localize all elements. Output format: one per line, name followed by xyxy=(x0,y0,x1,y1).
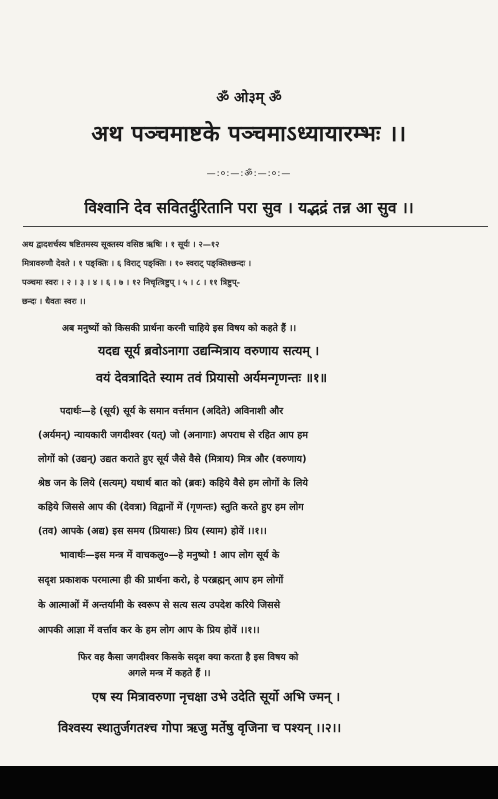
padartha-line: (तव) आपके (अद्य) इस समय (प्रियासः) प्रिय (स्याम) होवें ।।१।। xyxy=(38,526,267,537)
meta-line: छन्दः । धैवतः स्वरः ।। xyxy=(22,296,86,306)
topic-prompt: अगले मन्त्र में कहते हैं ।। xyxy=(128,668,211,679)
bhavartha-line: आपकी आज्ञा में वर्त्ताव कर के हम लोग आप के प्रिय होवें ।।१।। xyxy=(38,625,260,636)
mantra-line: यदद्य सूर्य ब्रवोऽनागा उद्यन्मित्राय वरुणाय सत्यम् । xyxy=(98,343,320,358)
topic-prompt: अब मनुष्यों को किसकी प्रार्थना करनी चाहिये इस विषय को कहते हैं ।। xyxy=(62,323,297,334)
meta-line: पञ्चमः स्वरः । २ । ३ । ४ । ६ । ७ । १२ निचृत्त्रिष्टुप् । ५ । ८ । ११ त्रिष्टुप्- xyxy=(22,277,241,287)
opening-verse: विश्वानि देव सवितर्दुरितानि परा सुव । यद्भद्रं तन्न आ सुव ।। xyxy=(84,198,414,217)
padartha-line: लोगों को (उद्यन्) उद्यत कराते हुए सूर्य जैसे वैसे (मित्राय) मित्र और (वरुणाय) xyxy=(38,454,307,465)
ornament-divider: —:०:—:ॐ:—:०:— xyxy=(206,169,292,179)
bhavartha-line: भावार्थः—इस मन्त्र में वाचकलु०—हे मनुष्यो ! आप लोग सूर्य के xyxy=(60,550,280,561)
bhavartha-line: के आत्माओं में अन्तर्यामी के स्वरूप से सत्य सत्य उपदेश करिये जिससे xyxy=(38,600,281,611)
padartha-line: (अर्यमन्) न्यायकारी जगदीश्वर (यत्) जो (अनागाः) अपराध से रहित आप हम xyxy=(38,430,309,441)
padartha-line: पदार्थः—हे (सूर्य) सूर्य के समान वर्त्तमान (अदिते) अविनाशी और xyxy=(60,406,284,417)
om-heading: ॐ ओ३म् ॐ xyxy=(216,90,282,106)
padartha-line: कहिये जिससे आप की (देवत्रा) विद्वानों में (गृणन्तः) स्तुति करते हुए हम लोग xyxy=(38,502,304,513)
chapter-title: अथ पञ्चमाष्टके पञ्चमाऽध्यायारम्भः ।। xyxy=(91,121,407,147)
bhavartha-line: सदृश प्रकाशक परमात्मा ही की प्रार्थना करो, हे परब्रह्मन् आप हम लोगों xyxy=(38,575,284,586)
mantra-line: विश्वस्य स्थातुर्जगतश्च गोपा ऋजु मर्तेषु वृजिना च पश्यन् ।।२।। xyxy=(58,720,342,735)
scan-bottom-edge xyxy=(0,766,498,799)
topic-prompt: फिर वह कैसा जगदीश्वर किसके सदृश क्या करता है इस विषय को xyxy=(78,652,299,663)
mantra-line: एष स्य मित्रावरुणा नृचक्षा उभे उदेति सूर्यो अभि ज्मन् । xyxy=(92,689,341,704)
mantra-line: वयं देवत्रादिते स्याम तवं प्रियासो अर्यमन्गृणन्तः ॥१॥ xyxy=(96,370,328,385)
meta-line: मित्रावरुणौ देवते । १ पङ्क्तिः । ६ विराट् पङ्क्तिः । १० स्वराट् पङ्क्तिश्छन्दः । xyxy=(22,258,252,268)
divider-rule xyxy=(23,226,488,227)
padartha-line: श्रेष्ठ जन के लिये (सत्यम्) यथार्थ बात को (ब्रवः) कहिये वैसे हम लोगों के लिये xyxy=(38,478,308,489)
meta-line: अथ द्वादशर्चस्य षष्टितमस्य सूक्तस्य वसिष्ठ ऋषिः । १ सूर्यः । २—१२ xyxy=(22,239,220,249)
